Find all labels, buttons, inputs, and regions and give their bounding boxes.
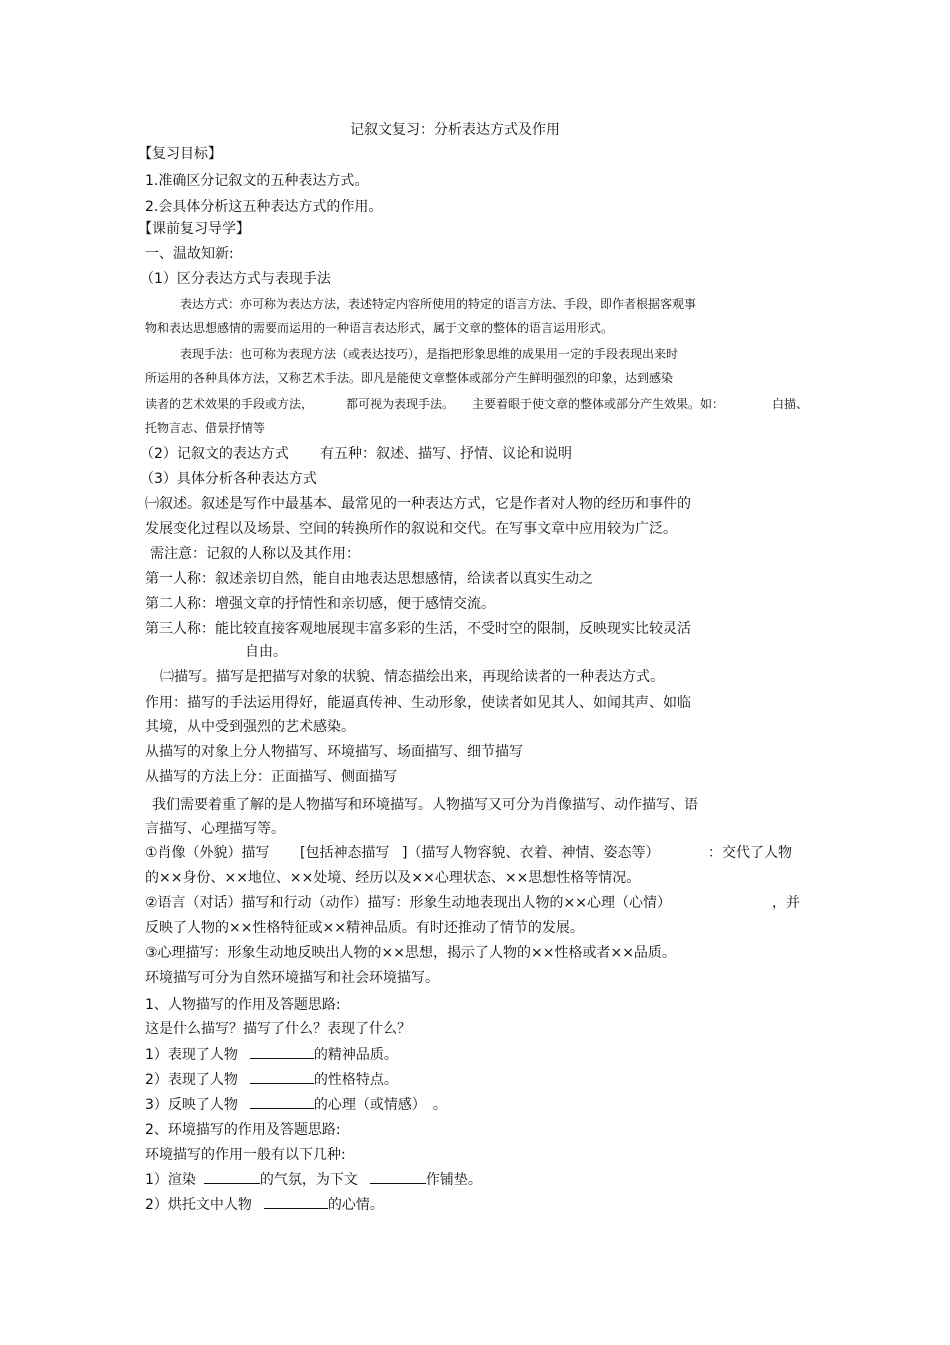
portrait-line-1c: ]（描写人物容貌、衣着、神情、姿态等） <box>402 845 660 861</box>
character-answer-1-suffix: 的精神品质。 <box>313 1047 398 1063</box>
character-answer-heading: 1、人物描写的作用及答题思路: <box>145 997 341 1013</box>
environment-answer-2-suffix: 的心情。 <box>327 1197 384 1213</box>
goal-2: 2.会具体分析这五种表达方式的作用。 <box>145 199 383 215</box>
definition-expression-line-1: 表达方式：亦可称为表达方法，表述特定内容所使用的特定的语言方法、手段，即作者根据客观事 <box>180 297 697 311</box>
environment-answer-1-suffix: 作铺垫。 <box>425 1172 482 1188</box>
character-answer-1-prefix: 1）表现了人物 <box>145 1047 238 1063</box>
definition-expression-line-2: 物和表达思想感情的需要而运用的一种语言表达形式，属于文章的整体的语言运用形式。 <box>145 321 614 335</box>
definition-technique-line-3a: 读者的艺术效果的手段或方法， <box>145 397 314 411</box>
section-heading-goals: 【复习目标】 <box>138 146 222 162</box>
character-answer-3-suffix: 的心理（或情感） <box>313 1097 419 1113</box>
description-by-object: 从描写的对象上分人物描写、环境描写、场面描写、细节描写 <box>145 744 523 760</box>
fill-blank[interactable] <box>204 1171 260 1184</box>
focus-line-2: 言描写、心理描写等。 <box>145 821 285 837</box>
subheading-2b: 有五种：叙述、描写、抒情、议论和说明 <box>320 446 572 462</box>
definition-technique-line-4: 托物言志、借景抒情等 <box>145 421 266 435</box>
definition-technique-line-2: 所运用的各种具体方法，又称艺术手法。即凡是能使文章整体或部分产生鲜明强烈的印象，达到感染 <box>145 371 674 385</box>
first-person: 第一人称：叙述亲切自然，能自由地表达思想感情，给读者以真实生动之 <box>145 571 593 587</box>
speech-action-line-2: 反映了人物的××性格特征或××精神品质。有时还推动了情节的发展。 <box>145 920 584 936</box>
focus-line-1: 我们需要着重了解的是人物描写和环境描写。人物描写又可分为肖像描写、动作描写、语 <box>152 797 698 813</box>
function-line-1: 作用：描写的手法运用得好，能逼真传神、生动形象，使读者如见其人、如闻其声、如临 <box>145 695 691 711</box>
narration-line-2: 发展变化过程以及场景、空间的转换所作的叙说和交代。在写事文章中应用较为广泛。 <box>145 521 677 537</box>
character-answer-3-end: 。 <box>432 1097 447 1113</box>
definition-technique-line-1: 表现手法：也可称为表现方法（或表达技巧），是指把形象思维的成果用一定的手段表现出来时 <box>180 347 679 361</box>
fill-blank[interactable] <box>250 1096 314 1109</box>
environment-answer-heading: 2、环境描写的作用及答题思路: <box>145 1122 341 1138</box>
narration-line-1: ㈠叙述。叙述是写作中最基本、最常见的一种表达方式，它是作者对人物的经历和事件的 <box>145 496 691 512</box>
speech-action-line-1a: ②语言（对话）描写和行动（动作）描写：形象生动地表现出人物的××心理（心情） <box>145 895 672 911</box>
environment-answer-2-prefix: 2）烘托文中人物 <box>145 1197 252 1213</box>
character-answer-1 <box>145 1046 398 1064</box>
subheading-3: （3）具体分析各种表达方式 <box>140 471 317 487</box>
environment-answer-1 <box>145 1171 482 1189</box>
environment-answer-2 <box>145 1196 384 1214</box>
fill-blank[interactable] <box>264 1196 328 1209</box>
part-heading-1: 一、温故知新: <box>145 246 234 262</box>
description-line-1: ㈡描写。描写是把描写对象的状貌、情态描绘出来，再现给读者的一种表达方式。 <box>160 669 664 685</box>
portrait-line-1d: ：交代了人物 <box>708 845 792 861</box>
character-answer-2 <box>145 1071 398 1089</box>
subheading-1: （1）区分表达方式与表现手法 <box>140 271 331 287</box>
character-answer-3-prefix: 3）反映了人物 <box>145 1097 238 1113</box>
subheading-2a: （2）记叙文的表达方式 <box>140 446 289 462</box>
third-person-continued: 自由。 <box>245 644 287 660</box>
portrait-line-2: 的××身份、××地位、××处境、经历以及××心理状态、××思想性格等情况。 <box>145 870 641 886</box>
description-by-method: 从描写的方法上分：正面描写、侧面描写 <box>145 769 397 785</box>
portrait-line-1a: ①肖像（外貌）描写 <box>145 845 270 861</box>
fill-blank[interactable] <box>370 1171 426 1184</box>
character-answer-2-prefix: 2）表现了人物 <box>145 1072 238 1088</box>
environment-answer-1-middle: 的气氛，为下文 <box>259 1172 358 1188</box>
definition-technique-line-3c: 主要着眼于使文章的整体或部分产生效果。如： <box>472 397 725 411</box>
goal-1: 1.准确区分记叙文的五种表达方式。 <box>145 173 369 189</box>
character-answer-3 <box>145 1096 447 1114</box>
environment-types: 环境描写可分为自然环境描写和社会环境描写。 <box>145 970 439 986</box>
character-answer-questions: 这是什么描写？描写了什么？表现了什么？ <box>145 1021 411 1037</box>
fill-blank[interactable] <box>250 1046 314 1059</box>
third-person: 第三人称：能比较直接客观地展现丰富多彩的生活，不受时空的限制，反映现实比较灵活 <box>145 621 691 637</box>
definition-technique-line-3b: 都可视为表现手法。 <box>346 397 455 411</box>
section-heading-guide: 【课前复习导学】 <box>138 221 250 237</box>
person-note: 需注意：记叙的人称以及其作用： <box>150 546 360 562</box>
second-person: 第二人称：增强文章的抒情性和亲切感，便于感情交流。 <box>145 596 495 612</box>
character-answer-2-suffix: 的性格特点。 <box>313 1072 398 1088</box>
function-line-2: 其境，从中受到强烈的艺术感染。 <box>145 719 355 735</box>
environment-answer-1-prefix: 1）渲染 <box>145 1172 196 1188</box>
definition-technique-line-3d: 白描、 <box>772 397 809 411</box>
speech-action-line-1b: ，并 <box>772 895 800 911</box>
portrait-line-1b: [包括神态描写 <box>300 845 390 861</box>
fill-blank[interactable] <box>250 1071 314 1084</box>
page-title: 记叙文复习：分析表达方式及作用 <box>350 122 560 138</box>
environment-answer-intro: 环境描写的作用一般有以下几种: <box>145 1147 346 1163</box>
psychology-line: ③心理描写：形象生动地反映出人物的××思想，揭示了人物的××性格或者××品质。 <box>145 945 676 961</box>
